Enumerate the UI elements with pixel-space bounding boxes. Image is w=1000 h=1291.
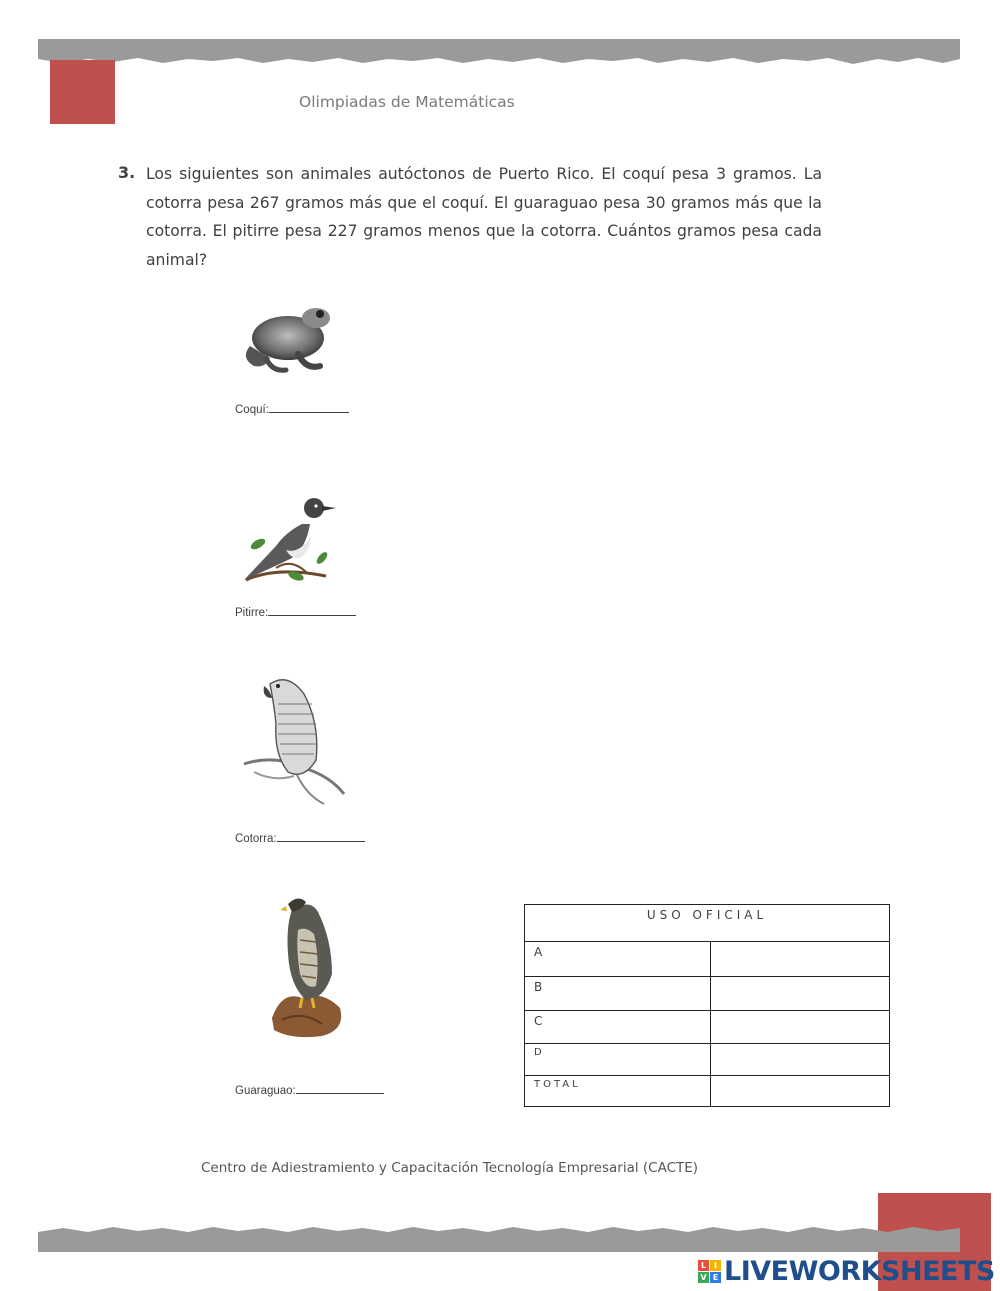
coqui-caption — [235, 402, 349, 416]
live-badge-letter: I — [710, 1260, 721, 1271]
liveworksheets-logo[interactable] — [698, 1256, 995, 1286]
official-use-title: USO OFICIAL — [525, 905, 889, 942]
live-badge-letter: E — [710, 1272, 721, 1283]
footer-text: Centro de Adiestramiento y Capacitación Tecnología Empresarial (CACTE) — [201, 1160, 699, 1176]
cotorra-caption — [235, 831, 365, 845]
row-value-total[interactable] — [711, 1076, 889, 1106]
frog-icon — [236, 296, 336, 381]
guaraguao-label: Guaraguao: — [235, 1085, 296, 1097]
red-accent-block-top — [50, 60, 115, 124]
table-row — [525, 1044, 889, 1076]
row-value-c[interactable] — [711, 1011, 889, 1043]
page-title: Olimpiadas de Matemáticas — [299, 93, 515, 111]
hawk-icon — [262, 890, 352, 1045]
cotorra-label: Cotorra: — [235, 833, 277, 845]
row-label-b: B — [525, 977, 711, 1010]
row-value-d[interactable] — [711, 1044, 889, 1075]
bird-icon — [236, 488, 336, 593]
row-label-c: C — [525, 1011, 711, 1043]
guaraguao-caption — [235, 1083, 384, 1097]
table-row — [525, 942, 889, 977]
table-row — [525, 1076, 889, 1106]
live-badge-letter: L — [698, 1260, 709, 1271]
coqui-label: Coquí: — [235, 404, 269, 416]
row-label-d: D — [525, 1044, 711, 1075]
top-decorative-band — [38, 39, 960, 63]
live-badge-letter: V — [698, 1272, 709, 1283]
brand-name: LIVEWORKSHEETS — [724, 1255, 995, 1287]
question-number: 3. — [118, 163, 136, 182]
question-text: Los siguientes son animales autóctonos de Puerto Rico. El coquí pesa 3 gramos. La cotorra pesa 267 gramos más que el coquí. El guaraguao pesa 30 gramos más que la cotorra. El pitirre pesa 227 gramos menos que la cotorra. Cuántos gramos pesa cada animal? — [146, 165, 822, 270]
row-value-a[interactable] — [711, 942, 889, 976]
table-row — [525, 1011, 889, 1044]
bottom-decorative-band — [38, 1226, 960, 1250]
pitirre-caption — [235, 605, 356, 619]
table-row — [525, 977, 889, 1011]
guaraguao-answer-blank[interactable] — [296, 1083, 384, 1094]
pitirre-label: Pitirre: — [235, 607, 269, 619]
parrot-icon — [234, 664, 350, 819]
live-badge-icon — [698, 1260, 721, 1283]
cotorra-answer-blank[interactable] — [277, 831, 365, 842]
row-label-total: TOTAL — [525, 1076, 711, 1106]
pitirre-answer-blank[interactable] — [268, 605, 356, 616]
row-value-b[interactable] — [711, 977, 889, 1010]
row-label-a: A — [525, 942, 711, 976]
official-use-table — [524, 904, 890, 1107]
coqui-answer-blank[interactable] — [269, 402, 349, 413]
